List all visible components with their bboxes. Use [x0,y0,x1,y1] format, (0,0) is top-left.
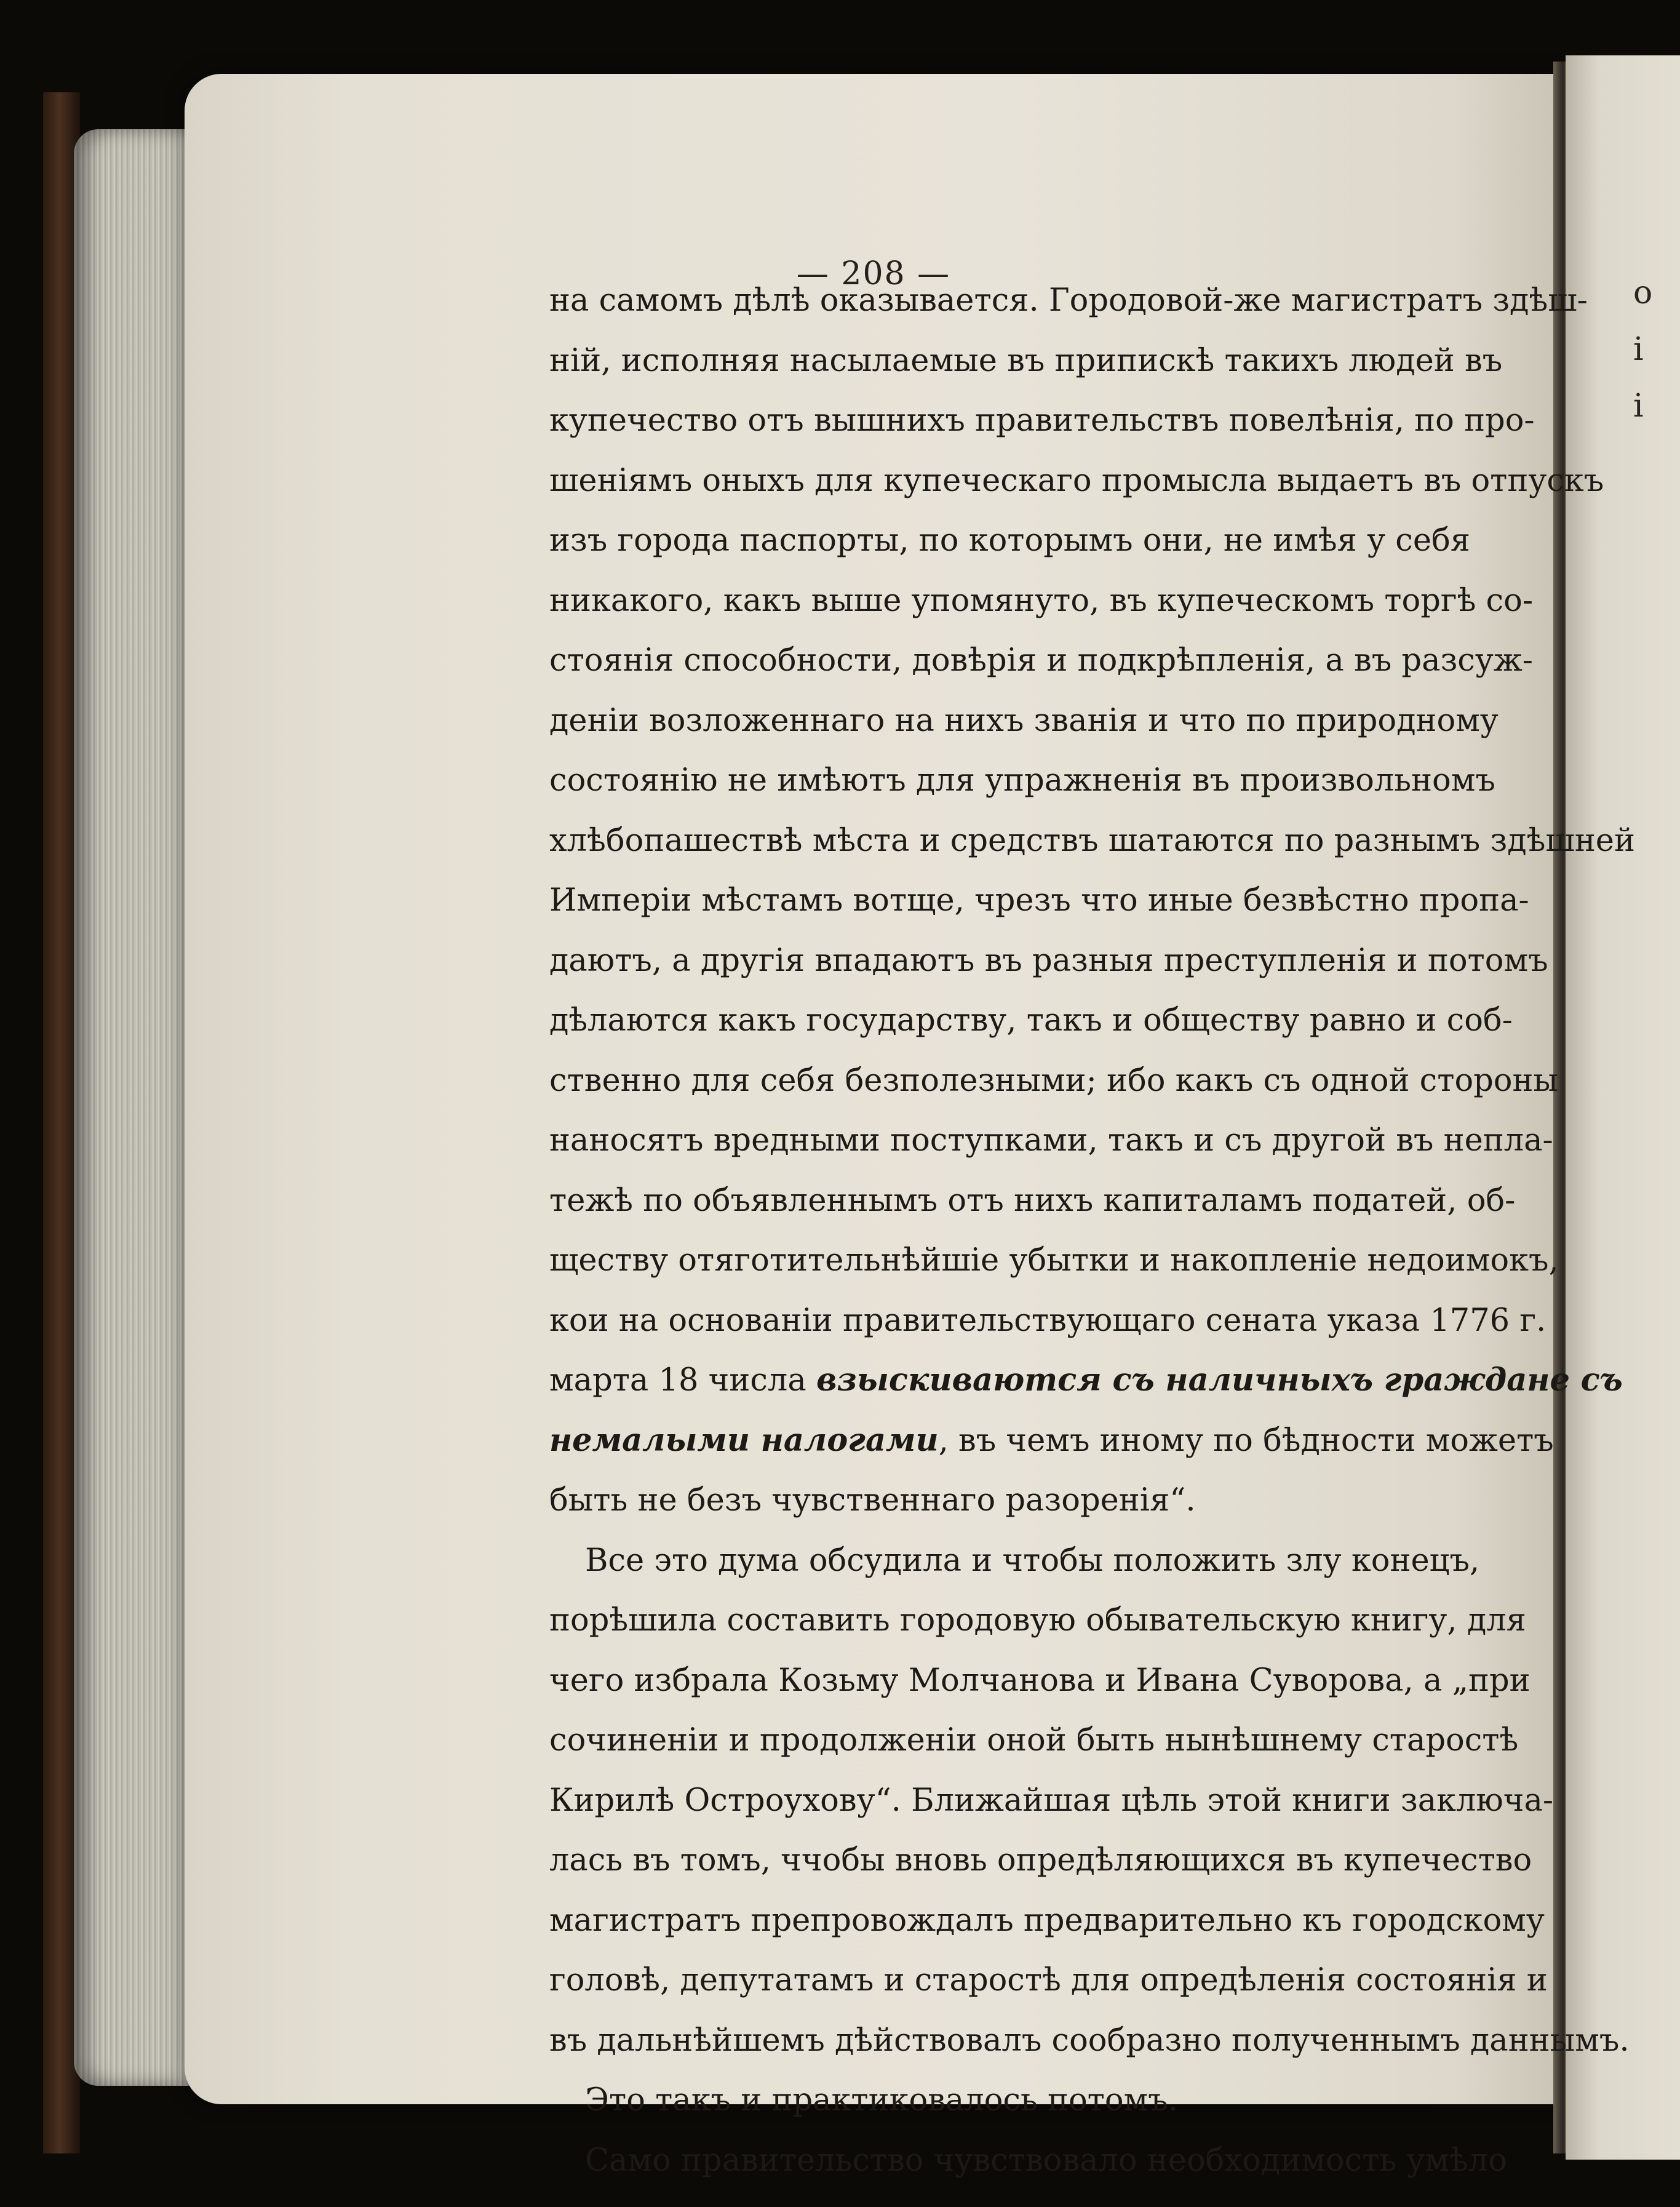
text-line [549,931,1548,991]
text-line [549,751,1495,811]
text-line [549,1171,1516,1231]
line-text: лась въ томъ, ччобы вновь опредѣляющихся въ купечество [549,1842,1532,1878]
text-line [549,271,1588,331]
line-text: дѣлаются какъ государству, такъ и обществу равно и соб- [549,1002,1513,1039]
line-text: даютъ, а другія впадаютъ въ разныя преступленія и потомъ [549,942,1548,979]
line-text: марта 18 числа [549,1362,816,1399]
line-text: чего избрала Козьму Молчанова и Ивана Суворова, а „при [549,1662,1531,1699]
line-text: стоянія способности, довѣрія и подкрѣпленія, а въ разсуж- [549,642,1534,679]
italic-emphasis: взыскиваются съ наличныхъ граждане съ [816,1362,1623,1399]
line-text: хлѣбопашествѣ мѣста и средствъ шатаются по разнымъ здѣшней [549,822,1635,859]
line-text: ственно для себя безполезными; ибо какъ съ одной стороны [549,1062,1559,1099]
line-text: тежѣ по объявленнымъ отъ нихъ капиталамъ податей, об- [549,1182,1516,1219]
line-text: никакого, какъ выше упомянуто, въ купеческомъ торгѣ со- [549,582,1534,619]
line-text: Кирилѣ Остроухову“. Ближайшая цѣль этой книги заключа- [549,1782,1554,1819]
text-line [549,691,1499,751]
line-text: деніи возложеннаго на нихъ званія и что по природному [549,702,1499,739]
line-text: , въ чемъ иному по бѣдности можетъ [938,1422,1554,1459]
text-line [549,871,1529,931]
text-line [549,811,1635,871]
text-line [549,1950,1548,2011]
line-text: Само правительство чувствовало необходимость умѣло [585,2142,1507,2179]
text-line [549,1231,1559,1291]
line-text: ществу отяготительнѣйшіе убытки и накопленіе недоимокъ, [549,1242,1559,1279]
next-page-letter: о [1633,274,1653,311]
text-line [549,1891,1545,1951]
line-text: шеніямъ оныхъ для купеческаго промысла выдаетъ въ отпускъ [549,462,1604,499]
text-line [549,1771,1554,1831]
next-page-edge [1566,55,1680,2160]
text-line [549,1590,1526,1651]
next-page-letters [1633,265,1652,434]
text-line [549,511,1470,571]
next-page-letter: і [1633,331,1644,368]
text-line [549,1651,1531,1711]
text-line [549,571,1534,631]
text-line [549,1710,1519,1771]
text-line [549,331,1503,391]
line-text: ній, исполняя насылаемые въ припискѣ такихъ людей въ [549,342,1503,379]
text-line [549,2070,1466,2131]
text-line [549,631,1534,691]
line-text: Это такъ и практиковалось потомъ. [585,2082,1178,2118]
body-text [549,271,1635,2190]
text-line [549,1351,1623,1411]
page-number: — 208 — [796,255,951,292]
text-line [549,991,1513,1051]
line-text: купечество отъ вышнихъ правительствъ повелѣнія, по про- [549,402,1535,439]
text-line [549,1291,1547,1351]
italic-emphasis: немалыми налогами [549,1421,939,1459]
text-line [549,2011,1630,2071]
text-line [549,451,1604,511]
line-text: Имперіи мѣстамъ вотще, чрезъ что иные безвѣстно пропа- [549,882,1529,919]
text-line [549,391,1535,451]
line-text: магистратъ препровождалъ предварительно къ городскому [549,1902,1545,1939]
line-text: головѣ, депутатамъ и старостѣ для опредѣленія состоянія и [549,1962,1548,1998]
text-line [549,1830,1532,1891]
line-text: кои на основаніи правительствующаго сената указа 1776 г. [549,1302,1547,1339]
line-text: быть не безъ чувственнаго разоренія“. [549,1482,1196,1519]
line-text: порѣшила составить городовую обывательскую книгу, для [549,1602,1526,1638]
line-text: наносятъ вредными поступками, такъ и съ другой въ непла- [549,1122,1553,1159]
line-text: сочиненіи и продолженіи оной быть нынѣшнему старостѣ [549,1722,1519,1758]
line-text: состоянію не имѣютъ для упражненія въ произвольномъ [549,762,1495,799]
text-line [549,1051,1559,1111]
next-page-letter: і [1633,388,1644,425]
text-line [549,1531,1480,1591]
text-line [549,1471,1466,1531]
line-text: изъ города паспорты, по которымъ они, не имѣя у себя [549,522,1470,559]
text-line [549,1411,1554,1471]
line-text: въ дальнѣйшемъ дѣйствовалъ сообразно полученнымъ даннымъ. [549,2022,1630,2059]
text-line [549,2131,1507,2191]
text-line [549,1111,1553,1171]
line-text: Все это дума обсудила и чтобы положить злу конецъ, [585,1542,1480,1579]
line-text: на самомъ дѣлѣ оказывается. Городовой-же магистратъ здѣш- [549,282,1588,319]
